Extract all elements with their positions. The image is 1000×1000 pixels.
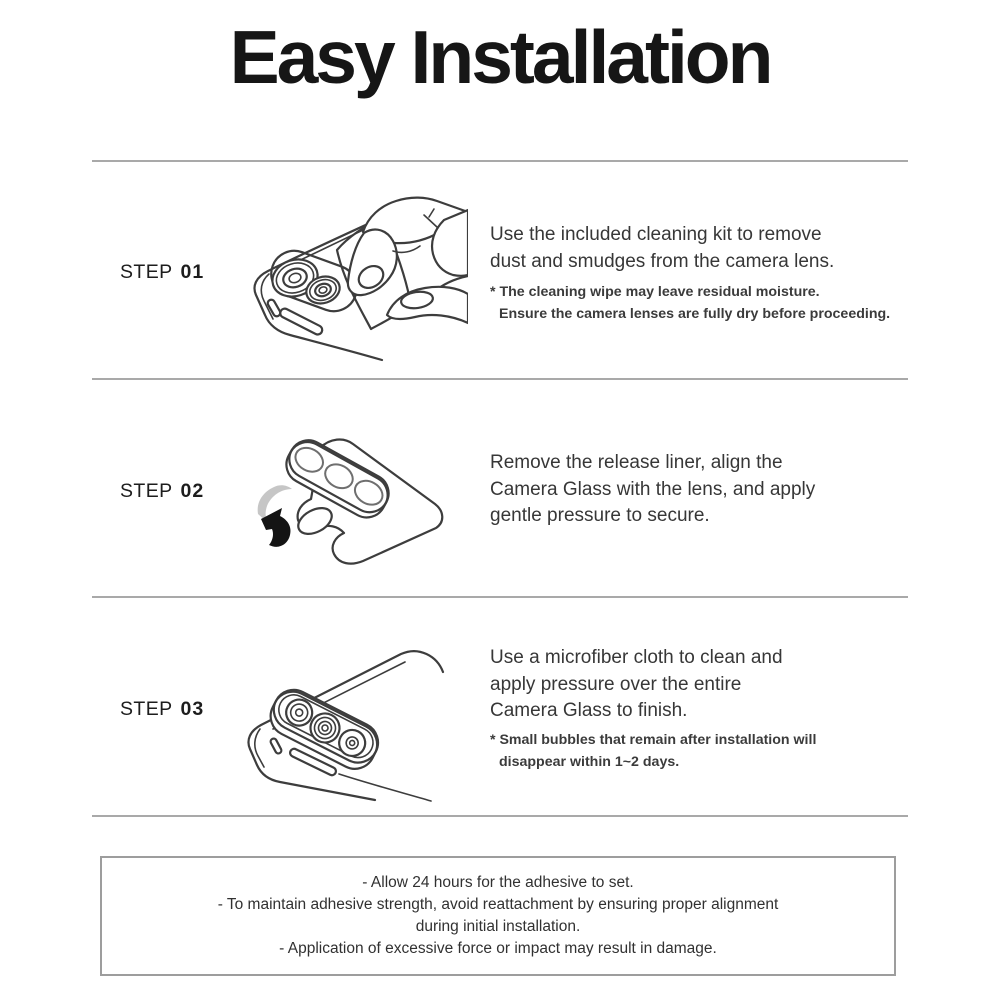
footer-line: - Application of excessive force or impact may result in damage. bbox=[279, 940, 717, 957]
step-text-line: Use a microfiber cloth to clean and bbox=[490, 647, 783, 668]
page-title: Easy Installation bbox=[229, 15, 771, 99]
footer-notice-text bbox=[102, 872, 894, 960]
step-text-line: Camera Glass with the lens, and apply bbox=[490, 478, 816, 500]
step-text-line: Remove the release liner, align the bbox=[490, 452, 783, 473]
footer-line: - Allow 24 hours for the adhesive to set. bbox=[362, 874, 634, 891]
step-label-text: STEP bbox=[120, 480, 173, 502]
step-label-text: STEP bbox=[120, 698, 173, 720]
peeling-release-liner-from-camera-glass-icon bbox=[240, 432, 460, 582]
divider bbox=[92, 378, 908, 380]
step-1-note bbox=[490, 282, 890, 325]
step-2-label bbox=[120, 480, 204, 503]
step-note-line: Ensure the camera lenses are fully dry before proceeding. bbox=[499, 305, 891, 322]
hand-cleaning-phone-camera-with-wipe-icon bbox=[230, 196, 468, 368]
step-3-note bbox=[490, 730, 816, 773]
step-note-line: * Small bubbles that remain after installation will bbox=[490, 732, 817, 748]
pressing-installed-camera-glass-on-phone-icon bbox=[235, 630, 475, 805]
step-text-line: Camera Glass to finish. bbox=[490, 700, 688, 721]
step-number: 01 bbox=[180, 261, 205, 283]
step-label-text: STEP bbox=[120, 261, 173, 283]
footer-notice-box bbox=[100, 856, 896, 976]
step-text-line: apply pressure over the entire bbox=[490, 673, 742, 695]
divider bbox=[92, 815, 908, 817]
step-number: 02 bbox=[180, 480, 205, 502]
footer-line: during initial installation. bbox=[415, 918, 581, 935]
step-1-label bbox=[120, 261, 204, 284]
divider bbox=[92, 160, 908, 162]
step-text-line: dust and smudges from the camera lens. bbox=[490, 250, 835, 272]
step-text-line: gentle pressure to secure. bbox=[490, 505, 710, 526]
step-1-text bbox=[490, 222, 834, 275]
step-3-label bbox=[120, 698, 204, 721]
step-note-line: disappear within 1~2 days. bbox=[499, 753, 680, 770]
divider bbox=[92, 596, 908, 598]
step-note-line: * The cleaning wipe may leave residual moisture. bbox=[490, 284, 820, 300]
step-3-text bbox=[490, 645, 783, 725]
step-number: 03 bbox=[180, 698, 205, 720]
footer-line: - To maintain adhesive strength, avoid reattachment by ensuring proper alignment bbox=[217, 896, 779, 913]
step-text-line: Use the included cleaning kit to remove bbox=[490, 224, 822, 245]
step-2-text bbox=[490, 450, 815, 530]
